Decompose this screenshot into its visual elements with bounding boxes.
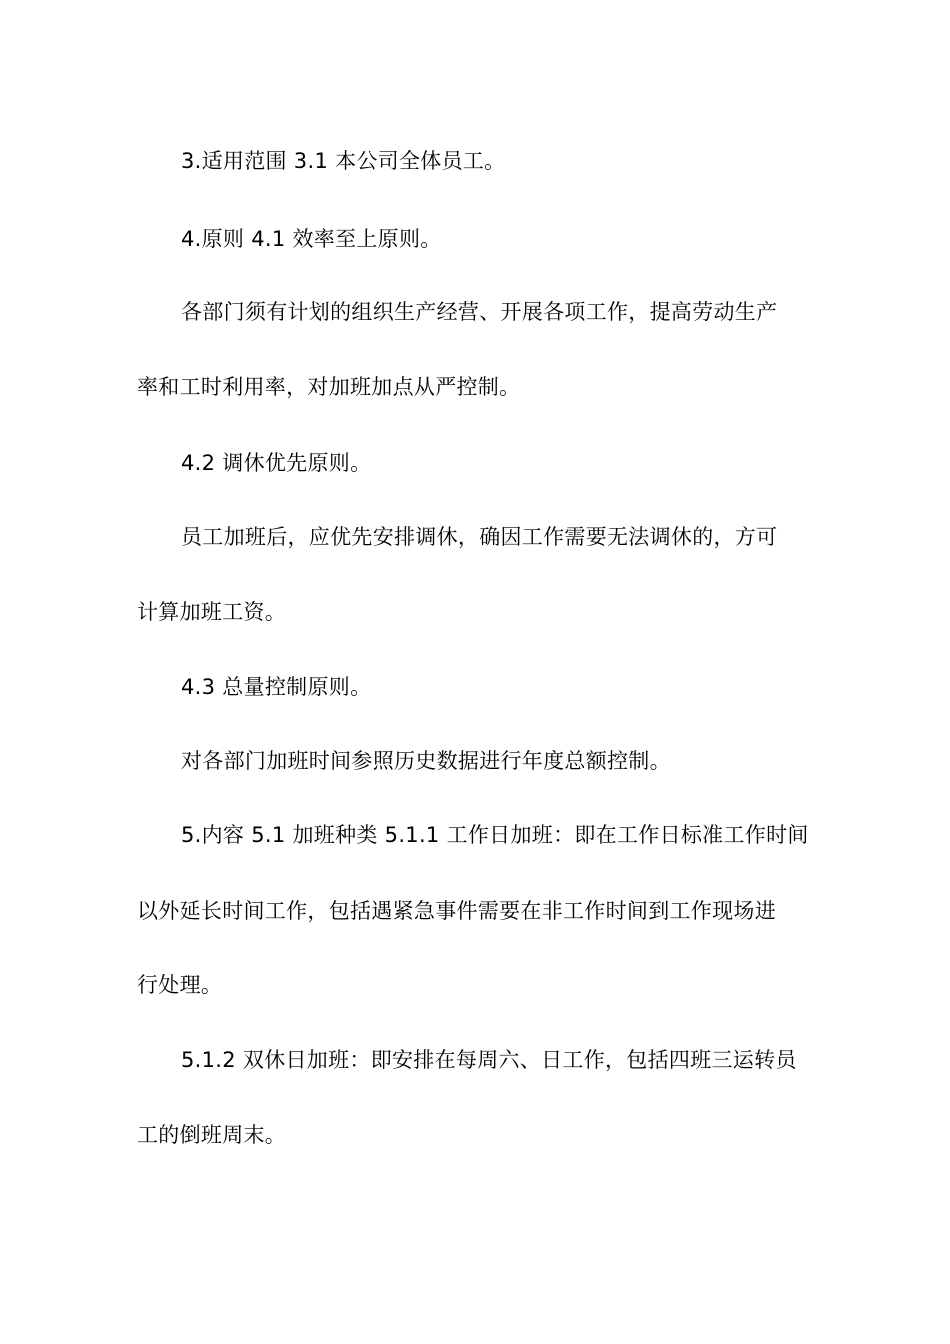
paragraph-leave-priority: 4.2 调休优先原则。: [181, 451, 372, 475]
paragraph-scope: 3.适用范围 3.1 本公司全体员工。: [181, 149, 506, 173]
paragraph-content-line-1: 5.内容 5.1 加班种类 5.1.1 工作日加班：即在工作日标准工作时间: [181, 823, 809, 847]
paragraph-overtime-line-1: 员工加班后，应优先安排调休，确因工作需要无法调休的，方可: [181, 525, 778, 549]
paragraph-weekend-line-2: 工的倒班周末。: [137, 1123, 287, 1147]
paragraph-overtime-line-2: 计算加班工资。: [137, 600, 287, 624]
paragraph-content-line-2: 以外延长时间工作，包括遇紧急事件需要在非工作时间到工作现场进: [137, 899, 776, 923]
paragraph-total-control: 4.3 总量控制原则。: [181, 675, 372, 699]
paragraph-planning-line-1: 各部门须有计划的组织生产经营、开展各项工作，提高劳动生产: [181, 300, 778, 324]
paragraph-weekend-line-1: 5.1.2 双休日加班：即安排在每周六、日工作，包括四班三运转员: [181, 1048, 797, 1072]
paragraph-annual-quota: 对各部门加班时间参照历史数据进行年度总额控制。: [181, 749, 671, 773]
paragraph-content-line-3: 行处理。: [137, 973, 223, 997]
paragraph-principle-heading: 4.原则 4.1 效率至上原则。: [181, 227, 442, 251]
paragraph-planning-line-2: 率和工时利用率，对加班加点从严控制。: [137, 375, 521, 399]
